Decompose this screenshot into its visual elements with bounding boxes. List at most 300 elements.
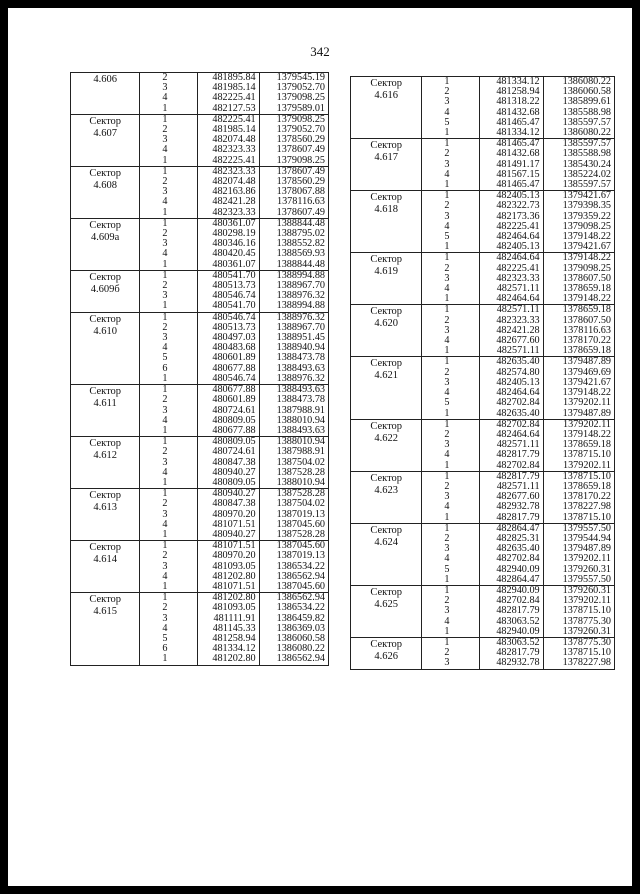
point-number: 1 [140,218,198,229]
point-number: 2 [422,264,480,274]
point-number: 3 [422,492,480,502]
point-number: 1 [140,114,198,125]
point-number: 3 [140,614,198,624]
y-coordinate: 1388967.70 [259,323,328,333]
sector-label-line: 4.622 [374,432,398,444]
x-coordinate: 480541.70 [198,270,259,281]
x-coordinate: 480546.74 [198,291,259,301]
y-coordinate: 1385588.98 [543,149,614,159]
x-coordinate: 482702.84 [480,554,543,564]
point-number: 5 [422,232,480,242]
x-coordinate: 480546.74 [198,374,259,385]
y-coordinate: 1379421.67 [543,242,614,253]
y-coordinate: 1388493.63 [259,364,328,374]
point-number: 5 [140,353,198,363]
point-number: 3 [422,326,480,336]
x-coordinate: 482323.33 [480,274,543,284]
y-coordinate: 1379098.25 [543,222,614,232]
x-coordinate: 480970.20 [198,551,259,561]
y-coordinate: 1379052.70 [259,125,328,135]
y-coordinate: 1387045.60 [259,541,328,552]
x-coordinate: 482932.78 [480,502,543,512]
point-number: 3 [422,212,480,222]
point-number: 2 [140,73,198,84]
sector-label-line: Сектор [89,490,122,502]
y-coordinate: 1387528.28 [259,489,328,500]
x-coordinate: 481093.05 [198,562,259,572]
x-coordinate: 480724.61 [198,406,259,416]
sector-label-line: Сектор [370,638,403,650]
x-coordinate: 480809.05 [198,478,259,489]
x-coordinate: 482864.47 [480,523,543,534]
x-coordinate: 482702.84 [480,398,543,408]
y-coordinate: 1378715.10 [543,471,614,482]
y-coordinate: 1388010.94 [259,478,328,489]
y-coordinate: 1378659.18 [543,346,614,357]
y-coordinate: 1388569.93 [259,249,328,259]
sector-label-line: Сектор [89,386,122,398]
sector-label [351,637,422,669]
y-coordinate: 1385597.57 [543,139,614,150]
y-coordinate: 1379098.25 [259,114,328,125]
y-coordinate: 1379421.67 [543,378,614,388]
sector-label-line: Сектор [89,313,122,325]
point-number: 1 [422,523,480,534]
point-number: 1 [140,260,198,271]
y-coordinate: 1378659.18 [543,305,614,316]
x-coordinate: 480809.05 [198,437,259,448]
y-coordinate: 1387988.91 [259,447,328,457]
point-number: 1 [140,166,198,177]
y-coordinate: 1379557.50 [543,575,614,586]
x-coordinate: 481334.12 [198,644,259,654]
point-number: 3 [140,83,198,93]
y-coordinate: 1386459.82 [259,614,328,624]
y-coordinate: 1385224.02 [543,170,614,180]
y-coordinate: 1378607.49 [259,208,328,219]
sector-label-line: Сектор [89,594,122,606]
x-coordinate: 481071.51 [198,520,259,530]
y-coordinate: 1378607.50 [543,274,614,284]
point-number: 1 [422,513,480,524]
document-page [8,8,632,886]
point-number: 4 [140,416,198,426]
x-coordinate: 481895.84 [198,73,259,84]
x-coordinate: 480677.88 [198,385,259,396]
x-coordinate: 480420.45 [198,249,259,259]
point-number: 4 [422,450,480,460]
y-coordinate: 1387045.60 [259,582,328,593]
y-coordinate: 1386060.58 [259,634,328,644]
sector-label-line: 4.621 [374,370,398,382]
x-coordinate: 482464.64 [480,430,543,440]
x-coordinate: 482323.33 [198,145,259,155]
x-coordinate: 481334.12 [480,77,543,88]
sector-label-line: Сектор [370,140,403,152]
x-coordinate: 482817.79 [480,450,543,460]
y-coordinate: 1379202.11 [543,398,614,408]
point-number: 4 [422,284,480,294]
x-coordinate: 480361.07 [198,260,259,271]
point-number: 3 [422,97,480,107]
sector-label-line: Сектор [370,306,403,318]
y-coordinate: 1388994.88 [259,301,328,312]
sector-label-line: 4.615 [93,606,117,618]
x-coordinate: 482817.79 [480,513,543,524]
point-number: 3 [140,510,198,520]
x-coordinate: 482571.11 [480,284,543,294]
y-coordinate: 1388967.70 [259,281,328,291]
y-coordinate: 1379202.11 [543,461,614,472]
y-coordinate: 1387504.02 [259,458,328,468]
x-coordinate: 482322.73 [480,201,543,211]
x-coordinate: 481334.12 [480,128,543,139]
sector-label-line: Сектор [370,420,403,432]
point-number: 2 [422,149,480,159]
y-coordinate: 1379202.11 [543,554,614,564]
sector-label-line: Сектор [370,358,403,370]
x-coordinate: 480298.19 [198,229,259,239]
point-number: 2 [140,281,198,291]
sector-label-line: 4.620 [374,318,398,330]
point-number: 1 [422,419,480,430]
y-coordinate: 1378715.10 [543,450,614,460]
point-number: 1 [140,478,198,489]
x-coordinate: 482574.80 [480,368,543,378]
x-coordinate: 482225.41 [198,156,259,167]
point-number: 4 [422,170,480,180]
point-number: 3 [140,135,198,145]
point-number: 4 [140,624,198,634]
point-number: 1 [422,575,480,586]
sector-label [71,593,140,665]
x-coordinate: 481491.17 [480,160,543,170]
x-coordinate: 481145.33 [198,624,259,634]
y-coordinate: 1379557.50 [543,523,614,534]
point-number: 2 [422,648,480,658]
x-coordinate: 482571.11 [480,305,543,316]
y-coordinate: 1378067.88 [259,187,328,197]
sector-label-line: Сектор [370,254,403,266]
point-number: 1 [140,530,198,541]
point-number: 2 [140,603,198,613]
point-number: 1 [422,637,480,648]
point-number: 4 [422,502,480,512]
y-coordinate: 1388951.45 [259,333,328,343]
y-coordinate: 1387988.91 [259,406,328,416]
y-coordinate: 1378607.49 [259,166,328,177]
point-number: 1 [140,104,198,115]
y-coordinate: 1378775.30 [543,617,614,627]
sector-label-line: 4.618 [374,204,398,216]
sector-label-line: Сектор [370,524,403,536]
y-coordinate: 1378775.30 [543,637,614,648]
point-number: 2 [140,395,198,405]
x-coordinate: 482323.33 [198,208,259,219]
sector-label-line: 4.611 [93,398,117,410]
point-number: 2 [422,430,480,440]
x-coordinate: 481465.47 [480,180,543,191]
x-coordinate: 480601.89 [198,353,259,363]
x-coordinate: 481202.80 [198,572,259,582]
point-number: 1 [422,627,480,638]
point-number: 2 [140,323,198,333]
x-coordinate: 480847.38 [198,458,259,468]
point-number: 1 [422,242,480,253]
point-number: 4 [422,336,480,346]
x-coordinate: 482932.78 [480,658,543,669]
point-number: 3 [140,406,198,416]
sector-label-line: Сектор [370,586,403,598]
sector-label [351,471,422,523]
y-coordinate: 1379148.22 [543,232,614,242]
point-number: 1 [140,593,198,604]
point-number: 1 [422,139,480,150]
y-coordinate: 1378560.29 [259,135,328,145]
y-coordinate: 1379260.31 [543,565,614,575]
y-coordinate: 1378607.50 [543,316,614,326]
y-coordinate: 1388976.32 [259,291,328,301]
sector-label-line: 4.623 [374,484,398,496]
x-coordinate: 482864.47 [480,575,543,586]
y-coordinate: 1385597.57 [543,118,614,128]
point-number: 2 [140,125,198,135]
sector-label-line: Сектор [370,472,403,484]
point-number: 1 [422,77,480,88]
x-coordinate: 482225.41 [480,264,543,274]
sector-label [71,541,140,593]
sector-label-line: Сектор [89,542,122,554]
x-coordinate: 482405.13 [480,378,543,388]
x-coordinate: 480809.05 [198,416,259,426]
point-number: 3 [422,378,480,388]
point-number: 4 [140,468,198,478]
x-coordinate: 482163.86 [198,187,259,197]
y-coordinate: 1385588.98 [543,108,614,118]
x-coordinate: 481202.80 [198,654,259,665]
y-coordinate: 1379260.31 [543,627,614,638]
y-coordinate: 1386562.94 [259,572,328,582]
sector-label-line: Сектор [370,192,403,204]
x-coordinate: 482405.13 [480,191,543,202]
y-coordinate: 1378116.63 [543,326,614,336]
y-coordinate: 1379098.25 [543,264,614,274]
y-coordinate: 1379469.69 [543,368,614,378]
y-coordinate: 1379544.94 [543,534,614,544]
y-coordinate: 1385597.57 [543,180,614,191]
point-number: 1 [140,541,198,552]
y-coordinate: 1388010.94 [259,416,328,426]
sector-label-line: 4.612 [93,450,117,462]
y-coordinate: 1387045.60 [259,520,328,530]
x-coordinate: 482825.31 [480,534,543,544]
sector-label-line: 4.613 [93,502,117,514]
point-number: 4 [140,249,198,259]
x-coordinate: 482225.41 [480,222,543,232]
x-coordinate: 482940.09 [480,585,543,596]
point-number: 4 [422,554,480,564]
x-coordinate: 481111.91 [198,614,259,624]
x-coordinate: 480677.88 [198,364,259,374]
y-coordinate: 1379487.89 [543,357,614,368]
sector-label [71,489,140,541]
x-coordinate: 480483.68 [198,343,259,353]
x-coordinate: 481071.51 [198,582,259,593]
sector-label-line: 4.625 [374,598,398,610]
y-coordinate: 1388940.94 [259,343,328,353]
point-number: 1 [422,346,480,357]
y-coordinate: 1387504.02 [259,499,328,509]
x-coordinate: 482940.09 [480,565,543,575]
x-coordinate: 481258.94 [480,87,543,97]
x-coordinate: 480601.89 [198,395,259,405]
x-coordinate: 482635.40 [480,544,543,554]
sector-label-line: Сектор [89,115,122,127]
point-number: 1 [140,654,198,665]
point-number: 4 [140,343,198,353]
point-number: 3 [422,440,480,450]
y-coordinate: 1379487.89 [543,409,614,420]
point-number: 3 [422,606,480,616]
point-number: 5 [140,634,198,644]
x-coordinate: 481985.14 [198,83,259,93]
x-coordinate: 480970.20 [198,510,259,520]
sector-label [71,166,140,218]
y-coordinate: 1378715.10 [543,606,614,616]
sector-label-line: 4.626 [374,650,398,662]
sector-label [351,357,422,419]
point-number: 1 [422,191,480,202]
y-coordinate: 1378170.22 [543,492,614,502]
y-coordinate: 1388795.02 [259,229,328,239]
y-coordinate: 1387019.13 [259,551,328,561]
point-number: 2 [140,447,198,457]
y-coordinate: 1379202.11 [543,419,614,430]
y-coordinate: 1379148.22 [543,294,614,305]
sector-label [351,191,422,253]
point-number: 5 [422,398,480,408]
x-coordinate: 482225.41 [198,93,259,103]
x-coordinate: 482940.09 [480,627,543,638]
point-number: 2 [140,551,198,561]
x-coordinate: 481318.22 [480,97,543,107]
y-coordinate: 1379148.22 [543,253,614,264]
y-coordinate: 1386080.22 [259,644,328,654]
sector-label [351,139,422,191]
point-number: 4 [140,572,198,582]
y-coordinate: 1379487.89 [543,544,614,554]
point-number: 2 [140,229,198,239]
x-coordinate: 482421.28 [198,197,259,207]
sector-label [351,253,422,305]
sector-label [71,73,140,115]
y-coordinate: 1379359.22 [543,212,614,222]
x-coordinate: 482464.64 [480,294,543,305]
x-coordinate: 481465.47 [480,118,543,128]
x-coordinate: 480361.07 [198,218,259,229]
x-coordinate: 480847.38 [198,499,259,509]
x-coordinate: 482323.33 [480,316,543,326]
y-coordinate: 1378607.49 [259,145,328,155]
point-number: 2 [422,368,480,378]
point-number: 1 [422,305,480,316]
page-number: 342 [310,44,330,59]
sector-label-line: Сектор [89,438,122,450]
point-number: 2 [422,201,480,211]
y-coordinate: 1386369.03 [259,624,328,634]
x-coordinate: 482817.79 [480,606,543,616]
sector-label [71,270,140,312]
x-coordinate: 482464.64 [480,232,543,242]
y-coordinate: 1387528.28 [259,530,328,541]
point-number: 1 [422,585,480,596]
x-coordinate: 482127.53 [198,104,259,115]
point-number: 2 [422,316,480,326]
y-coordinate: 1388844.48 [259,218,328,229]
y-coordinate: 1388552.82 [259,239,328,249]
point-number: 4 [140,145,198,155]
point-number: 3 [422,544,480,554]
x-coordinate: 482635.40 [480,409,543,420]
y-coordinate: 1378715.10 [543,648,614,658]
y-coordinate: 1387019.13 [259,510,328,520]
y-coordinate: 1386080.22 [543,128,614,139]
y-coordinate: 1379260.31 [543,585,614,596]
x-coordinate: 482323.33 [198,166,259,177]
point-number: 1 [422,253,480,264]
y-coordinate: 1378659.18 [543,284,614,294]
point-number: 3 [422,274,480,284]
x-coordinate: 482817.79 [480,648,543,658]
sector-label-line: 4.614 [93,554,117,566]
point-number: 1 [422,461,480,472]
y-coordinate: 1379098.25 [259,93,328,103]
x-coordinate: 482173.36 [480,212,543,222]
coordinates-table-right [350,76,615,670]
sector-label-line: Сектор [89,167,122,179]
y-coordinate: 1386060.58 [543,87,614,97]
point-number: 3 [422,658,480,669]
point-number: 3 [140,333,198,343]
point-number: 3 [140,187,198,197]
x-coordinate: 482571.11 [480,482,543,492]
y-coordinate: 1378170.22 [543,336,614,346]
point-number: 1 [422,294,480,305]
y-coordinate: 1379052.70 [259,83,328,93]
y-coordinate: 1386562.94 [259,654,328,665]
point-number: 2 [422,534,480,544]
x-coordinate: 482702.84 [480,596,543,606]
x-coordinate: 481985.14 [198,125,259,135]
y-coordinate: 1385899.61 [543,97,614,107]
point-number: 4 [140,93,198,103]
y-coordinate: 1378116.63 [259,197,328,207]
x-coordinate: 480546.74 [198,312,259,323]
point-number: 1 [140,301,198,312]
y-coordinate: 1378659.18 [543,440,614,450]
x-coordinate: 481465.47 [480,139,543,150]
x-coordinate: 480513.73 [198,323,259,333]
sector-label-line: Сектор [89,219,122,231]
x-coordinate: 483063.52 [480,637,543,648]
point-number: 2 [422,482,480,492]
point-number: 1 [140,208,198,219]
sector-label [71,437,140,489]
point-number: 1 [140,437,198,448]
y-coordinate: 1379421.67 [543,191,614,202]
point-number: 5 [422,565,480,575]
y-coordinate: 1388473.78 [259,395,328,405]
